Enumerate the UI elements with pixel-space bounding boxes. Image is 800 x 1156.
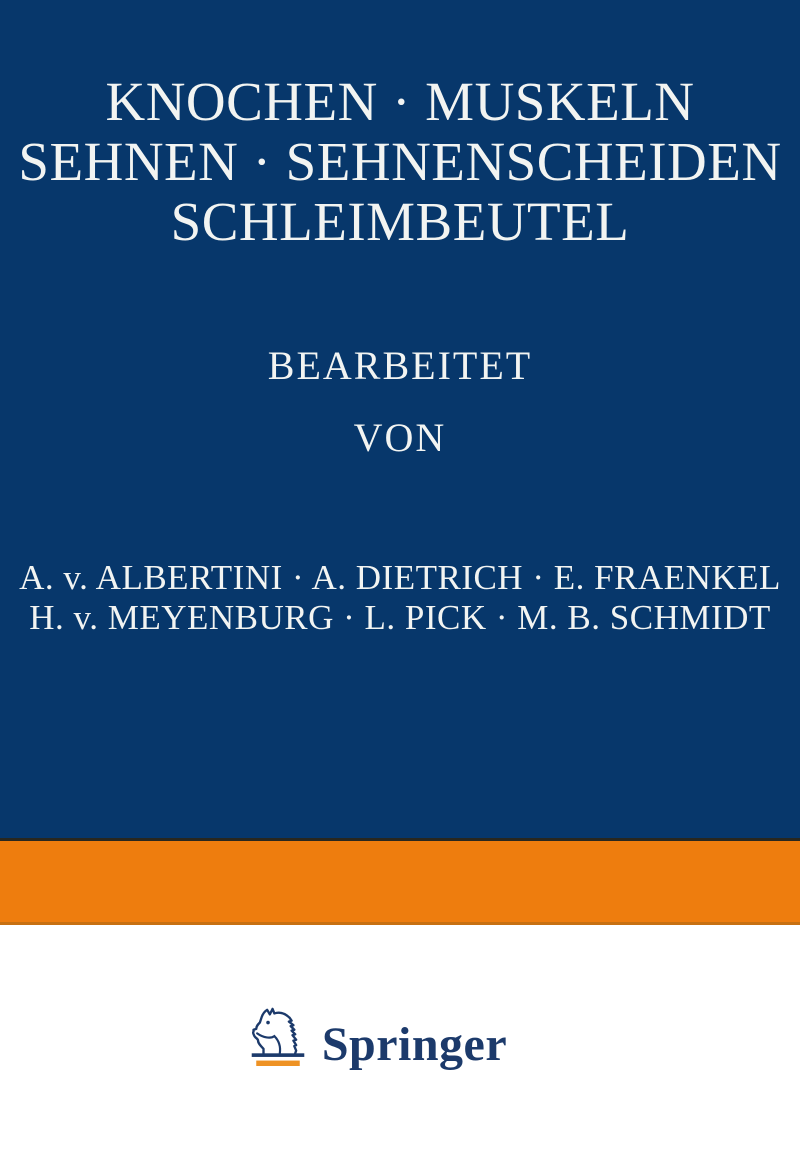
book-title (0, 72, 800, 252)
authors-line-1: A. v. ALBERTINI · A. DIETRICH · E. FRAENKEL (19, 558, 781, 597)
authors-list (0, 558, 800, 638)
byline-von-label: VON (353, 415, 447, 460)
cover-footer-panel (0, 925, 800, 1156)
book-title-line-3: SCHLEIMBEUTEL (170, 191, 630, 252)
book-title-line-1: KNOCHEN · MUSKELN (105, 71, 695, 132)
authors-line-2: H. v. MEYENBURG · L. PICK · M. B. SCHMIDT (29, 598, 771, 637)
springer-horse-knight-icon (249, 1003, 307, 1071)
byline-bearbeitet-label: BEARBEITET (267, 343, 533, 388)
orange-stripe (0, 841, 800, 925)
springer-logo (0, 1003, 778, 1071)
book-title-line-2: SEHNEN · SEHNENSCHEIDEN (18, 131, 782, 192)
springer-wordmark: Springer (321, 1018, 508, 1071)
